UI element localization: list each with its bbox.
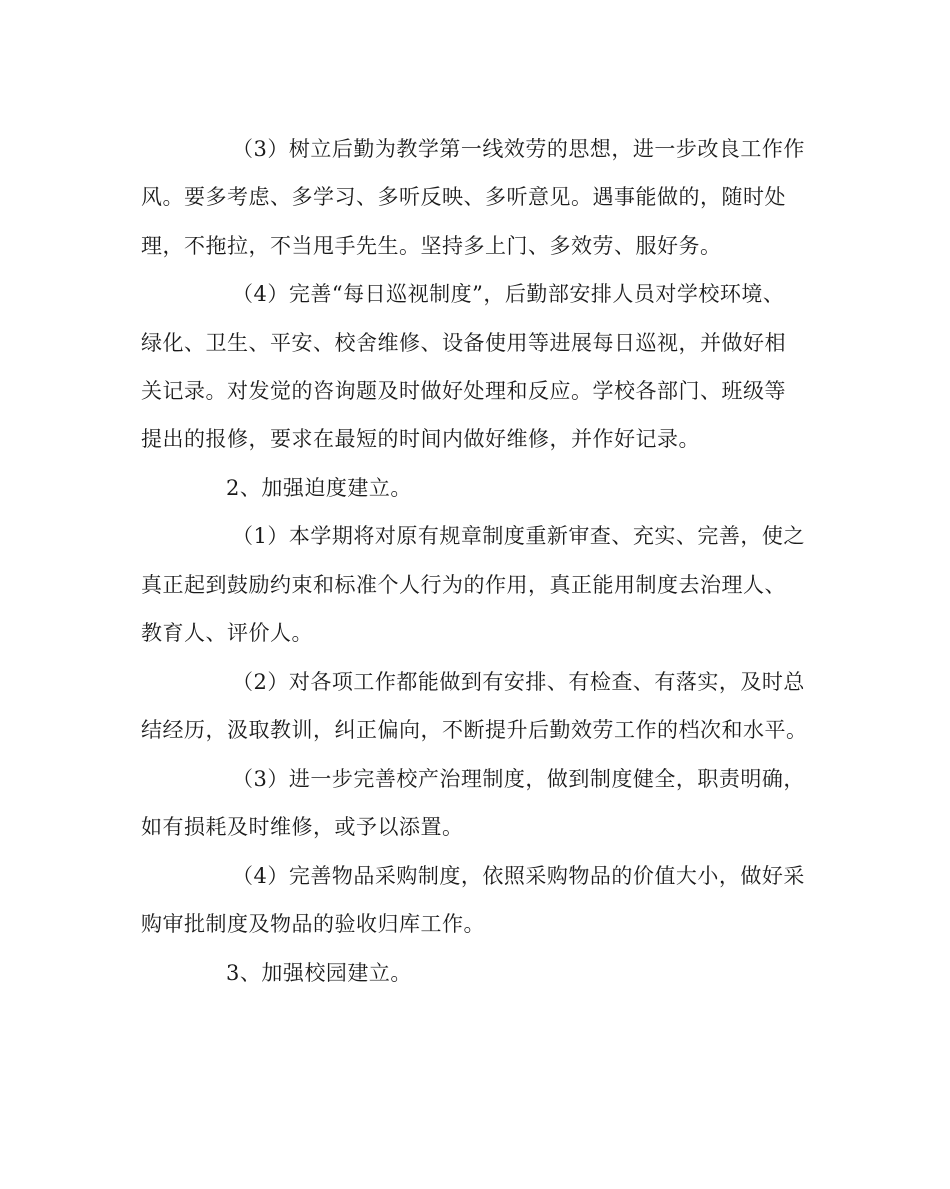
paragraph-line: 结经历，汲取教训，纠正偏向，不断提升后勤效劳工作的档次和水平。 xyxy=(141,718,808,742)
paragraph-line: （3）树立后勤为教学第一线效劳的思想，进一步改良工作作 xyxy=(232,137,805,161)
paragraph-line: （4）完善“每日巡视制度”，后勤部安排人员对学校环境、 xyxy=(232,282,785,306)
paragraph-line: （4）完善物品采购制度，依照采购物品的价值大小，做好采 xyxy=(232,864,805,888)
paragraph-line: （3）进一步完善校产治理制度，做到制度健全，职责明确， xyxy=(232,767,805,791)
paragraph-line: 购审批制度及物品的验收归库工作。 xyxy=(141,912,485,936)
paragraph-line: 理，不拖拉，不当甩手先生。坚持多上门、多效劳、服好务。 xyxy=(141,234,722,258)
section-heading: 2、加强迫度建立。 xyxy=(226,476,412,500)
paragraph-line: 绿化、卫生、平安、校舍维修、设备使用等进展每日巡视，并做好相 xyxy=(141,331,786,355)
paragraph-line: 关记录。对发觉的咨询题及时做好处理和反应。学校各部门、班级等 xyxy=(141,379,786,403)
paragraph-line: 提出的报修，要求在最短的时间内做好维修，并作好记录。 xyxy=(141,427,700,451)
paragraph-line: 教育人、评价人。 xyxy=(141,621,313,645)
paragraph-line: 真正起到鼓励约束和标准个人行为的作用，真正能用制度去治理人、 xyxy=(141,573,786,597)
paragraph-line: （1）本学期将对原有规章制度重新审查、充实、完善，使之 xyxy=(232,524,805,548)
paragraph-line: 如有损耗及时维修，或予以添置。 xyxy=(141,815,464,839)
section-heading: 3、加强校园建立。 xyxy=(226,961,412,985)
paragraph-line: （2）对各项工作都能做到有安排、有检查、有落实，及时总 xyxy=(232,670,805,694)
paragraph-line: 风。要多考虑、多学习、多听反映、多听意见。遇事能做的，随时处 xyxy=(141,185,786,209)
